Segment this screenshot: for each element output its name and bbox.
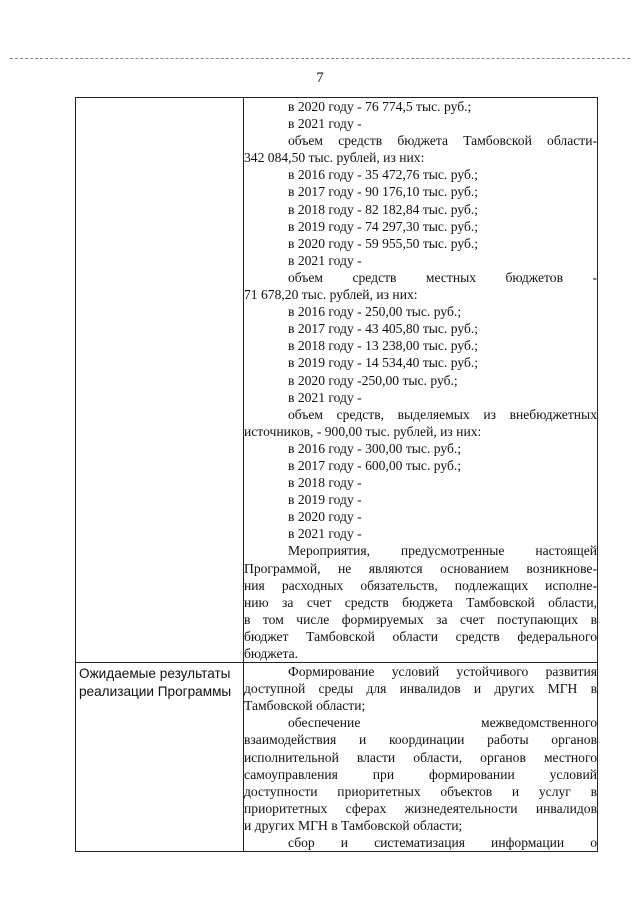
text-line: в 2019 году - 14 534,40 тыс. руб.; [288,355,479,371]
text-line: в 2018 году - [288,475,362,491]
text-line: источников, - 900,00 тыс. рублей, из них: [244,423,482,439]
text-line: 342 084,50 тыс. рублей, из них: [244,150,425,166]
text-line: и других МГН в Тамбовской области; [244,817,463,833]
text-line: сбор и систематизация информации о [288,835,597,851]
text-line: в 2021 году - [288,526,362,542]
text-line: в 2016 году - 35 472,76 тыс. руб.; [288,167,479,183]
text-line: бюджет Тамбовской области средств федерального [244,628,597,644]
text-line: доступности приоритетных объектов и услуг в [244,783,597,799]
text-line: в 2018 году - 82 182,84 тыс. руб.; [288,201,479,217]
text-line: исполнительной власти области, органов местного [244,749,597,765]
text-line: бюджета. [244,646,299,661]
expected-results-text-block [244,663,597,851]
funding-text-block [244,98,597,662]
text-line: самоуправления при формировании условий [244,766,597,782]
text-line: доступной среды для инвалидов и других МГН в [244,681,597,697]
row-label-cell [76,98,244,663]
text-line: объем средств, выделяемых из внебюджетных [288,406,597,422]
text-line: в 2020 году -250,00 тыс. руб.; [288,372,458,388]
text-line: в 2016 году - 300,00 тыс. руб.; [288,440,462,456]
page-top-dashed-rule [10,58,630,59]
text-line: в 2021 году - [288,252,362,268]
program-passport-table [75,97,598,852]
text-line: Формирование условий устойчивого развития [288,664,597,680]
text-line: взаимодействия и координации работы органов [244,732,597,748]
text-line: в 2020 году - [288,509,362,525]
text-line: в 2016 году - 250,00 тыс. руб.; [288,304,462,320]
row-content-cell [244,98,598,663]
text-line: обеспечение межведомственного [288,715,597,731]
text-line: в 2021 году - [288,389,362,405]
text-line: в 2020 году - 76 774,5 тыс. руб.; [288,99,472,114]
text-line: в 2017 году - 90 176,10 тыс. руб.; [288,184,479,200]
text-line: нию за счет средств бюджета Тамбовской области, [244,594,597,610]
text-line: Мероприятия, предусмотренные настоящей [288,543,597,559]
text-line: Программой, не являются основанием возникнове- [244,560,597,576]
row-label: Ожидаемые результаты реализации Программы [79,666,232,700]
text-line: 71 678,20 тыс. рублей, из них: [244,287,418,303]
text-line: объем средств местных бюджетов - [288,269,597,285]
row-label [76,98,243,100]
text-line: ния расходных обязательств, подлежащих исполне- [244,577,597,593]
text-line: в 2021 году - [288,116,362,132]
row-label-cell [76,663,244,852]
text-line: объем средств бюджета Тамбовской области- [288,133,597,149]
text-line: в 2017 году - 600,00 тыс. руб.; [288,457,462,473]
table-row [76,663,598,852]
text-line: в 2020 году - 59 955,50 тыс. руб.; [288,235,479,251]
text-line: приоритетных сферах жизнедеятельности инвалидов [244,800,597,816]
text-line: в 2019 году - [288,492,362,508]
page-number: 7 [316,70,324,86]
text-line: в 2017 году - 43 405,80 тыс. руб.; [288,321,479,337]
text-line: в 2018 году - 13 238,00 тыс. руб.; [288,338,479,354]
text-line: в 2019 году - 74 297,30 тыс. руб.; [288,218,479,234]
table-row [76,98,598,663]
text-line: в том числе формируемых за счет поступающих в [244,611,597,627]
text-line: Тамбовской области; [244,698,366,714]
row-content-cell [244,663,598,852]
